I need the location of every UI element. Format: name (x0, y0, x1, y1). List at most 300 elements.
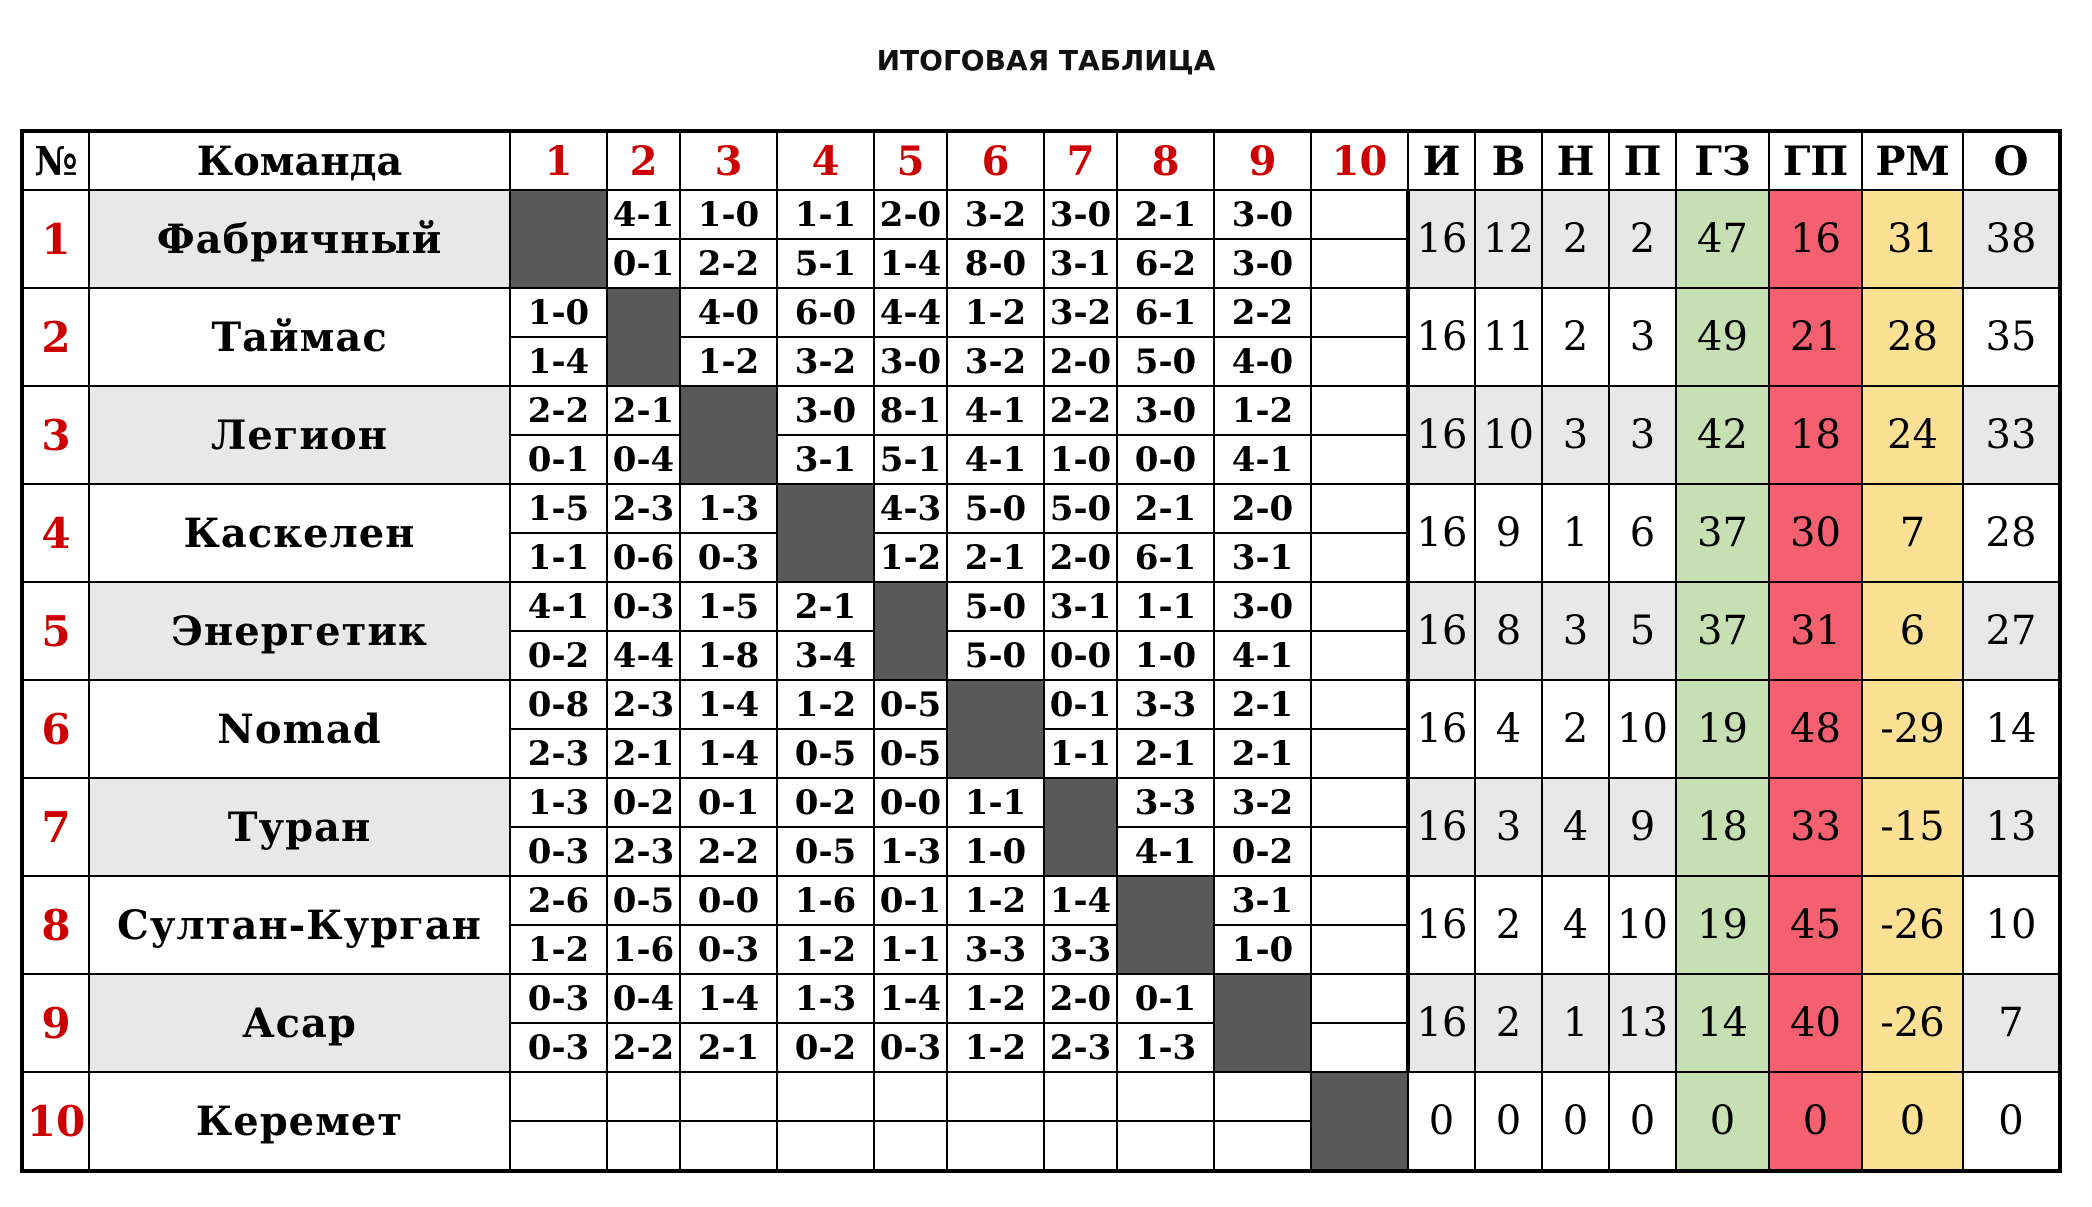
stat-losses: 2 (1609, 190, 1676, 288)
match-score-first: 3-0 (1044, 190, 1117, 239)
stat-losses: 10 (1609, 876, 1676, 974)
stat-games-played: 16 (1408, 190, 1475, 288)
match-score-first: 3-3 (1117, 680, 1214, 729)
match-score-first (1214, 1072, 1311, 1121)
match-score-first (947, 1072, 1044, 1121)
match-score-first: 2-1 (607, 386, 680, 435)
header-game-9: 9 (1214, 131, 1311, 190)
row-number: 10 (22, 1072, 89, 1171)
stat-draws: 4 (1542, 778, 1609, 876)
match-score-first: 6-0 (777, 288, 874, 337)
match-score-first (1044, 1072, 1117, 1121)
diagonal-cell (777, 484, 874, 582)
match-score-second: 2-2 (680, 239, 777, 288)
match-score-second (1044, 1121, 1117, 1171)
stat-draws: 0 (1542, 1072, 1609, 1171)
stat-points: 10 (1963, 876, 2060, 974)
match-score-first: 1-5 (680, 582, 777, 631)
stat-points: 0 (1963, 1072, 2060, 1171)
stat-goals-scored: 19 (1676, 876, 1769, 974)
stat-losses: 0 (1609, 1072, 1676, 1171)
match-score-second: 4-1 (1117, 827, 1214, 876)
match-score-first: 4-0 (680, 288, 777, 337)
match-score-first: 0-0 (680, 876, 777, 925)
table-row (22, 876, 2060, 925)
row-number: 9 (22, 974, 89, 1072)
match-score-first: 1-1 (777, 190, 874, 239)
stat-games-played: 16 (1408, 778, 1475, 876)
match-score-second: 0-5 (777, 729, 874, 778)
header-game-7: 7 (1044, 131, 1117, 190)
stat-points: 35 (1963, 288, 2060, 386)
match-score-second: 3-1 (1044, 239, 1117, 288)
header-goals-scored: ГЗ (1676, 131, 1769, 190)
match-score-second: 0-1 (510, 435, 607, 484)
match-score-first: 5-0 (1044, 484, 1117, 533)
match-score-first: 4-1 (947, 386, 1044, 435)
stat-draws: 1 (1542, 974, 1609, 1072)
match-score-first: 3-3 (1117, 778, 1214, 827)
match-score-second: 4-4 (607, 631, 680, 680)
match-score-first: 0-3 (510, 974, 607, 1023)
diagonal-cell (607, 288, 680, 386)
match-score-second (1311, 925, 1408, 974)
match-score-second (1311, 827, 1408, 876)
match-score-first (1311, 778, 1408, 827)
stat-games-played: 16 (1408, 876, 1475, 974)
match-score-second: 0-4 (607, 435, 680, 484)
header-num: № (22, 131, 89, 190)
match-score-first: 1-5 (510, 484, 607, 533)
diagonal-cell (1311, 1072, 1408, 1171)
match-score-second: 3-3 (1044, 925, 1117, 974)
match-score-second: 1-3 (874, 827, 947, 876)
team-name: Султан-Курган (89, 876, 510, 974)
match-score-first: 1-3 (680, 484, 777, 533)
match-score-second (607, 1121, 680, 1171)
match-score-second: 1-0 (947, 827, 1044, 876)
match-score-first: 4-4 (874, 288, 947, 337)
stat-draws: 1 (1542, 484, 1609, 582)
table-row (22, 582, 2060, 631)
stat-points: 14 (1963, 680, 2060, 778)
match-score-second: 1-2 (874, 533, 947, 582)
stat-games-played: 16 (1408, 386, 1475, 484)
table-row (22, 680, 2060, 729)
row-number: 8 (22, 876, 89, 974)
match-score-first (1311, 974, 1408, 1023)
match-score-second: 4-1 (1214, 435, 1311, 484)
stat-goals-scored: 47 (1676, 190, 1769, 288)
match-score-first (1311, 582, 1408, 631)
stat-wins: 8 (1475, 582, 1542, 680)
match-score-first: 1-1 (1117, 582, 1214, 631)
stat-games-played: 16 (1408, 974, 1475, 1072)
match-score-first: 2-1 (777, 582, 874, 631)
match-score-second: 1-0 (1117, 631, 1214, 680)
stat-wins: 12 (1475, 190, 1542, 288)
match-score-first (1311, 288, 1408, 337)
match-score-second: 6-1 (1117, 533, 1214, 582)
stat-draws: 4 (1542, 876, 1609, 974)
match-score-second (947, 1121, 1044, 1171)
match-score-second: 2-2 (680, 827, 777, 876)
team-name: Асар (89, 974, 510, 1072)
table-row (22, 190, 2060, 239)
stat-goals-conceded: 48 (1769, 680, 1862, 778)
match-score-first: 0-1 (680, 778, 777, 827)
row-number: 1 (22, 190, 89, 288)
match-score-first: 2-0 (874, 190, 947, 239)
match-score-second: 0-3 (680, 925, 777, 974)
stat-wins: 10 (1475, 386, 1542, 484)
match-score-second: 0-5 (874, 729, 947, 778)
table-row (22, 778, 2060, 827)
stat-goals-conceded: 45 (1769, 876, 1862, 974)
diagonal-cell (947, 680, 1044, 778)
match-score-second: 5-0 (1117, 337, 1214, 386)
match-score-first: 1-2 (947, 876, 1044, 925)
match-score-second: 1-0 (1214, 925, 1311, 974)
match-score-first: 3-2 (1044, 288, 1117, 337)
match-score-second: 3-0 (1214, 239, 1311, 288)
match-score-first: 0-2 (607, 778, 680, 827)
match-score-first: 0-5 (607, 876, 680, 925)
stat-goal-difference: 24 (1862, 386, 1963, 484)
row-number: 5 (22, 582, 89, 680)
header-games-played: И (1408, 131, 1475, 190)
stat-wins: 3 (1475, 778, 1542, 876)
match-score-first: 2-1 (1117, 190, 1214, 239)
match-score-first (1311, 386, 1408, 435)
match-score-second: 1-1 (1044, 729, 1117, 778)
match-score-first: 5-0 (947, 582, 1044, 631)
match-score-first: 2-0 (1214, 484, 1311, 533)
stat-goals-scored: 37 (1676, 484, 1769, 582)
stat-losses: 10 (1609, 680, 1676, 778)
team-name: Каскелен (89, 484, 510, 582)
stat-goals-conceded: 16 (1769, 190, 1862, 288)
stat-games-played: 16 (1408, 484, 1475, 582)
match-score-first: 0-5 (874, 680, 947, 729)
match-score-first: 2-6 (510, 876, 607, 925)
match-score-second: 1-3 (1117, 1023, 1214, 1072)
match-score-second: 0-2 (1214, 827, 1311, 876)
stat-losses: 9 (1609, 778, 1676, 876)
match-score-first: 6-1 (1117, 288, 1214, 337)
match-score-first: 3-0 (1214, 190, 1311, 239)
stat-wins: 4 (1475, 680, 1542, 778)
row-number: 6 (22, 680, 89, 778)
match-score-second: 0-1 (607, 239, 680, 288)
match-score-first: 1-2 (777, 680, 874, 729)
match-score-first: 1-2 (1214, 386, 1311, 435)
match-score-first: 0-1 (1044, 680, 1117, 729)
match-score-first: 2-0 (1044, 974, 1117, 1023)
header-row (22, 131, 2060, 190)
team-name: Фабричный (89, 190, 510, 288)
stat-wins: 9 (1475, 484, 1542, 582)
match-score-first (1311, 680, 1408, 729)
stat-points: 33 (1963, 386, 2060, 484)
stat-goal-difference: 6 (1862, 582, 1963, 680)
match-score-first (510, 1072, 607, 1121)
team-name: Легион (89, 386, 510, 484)
stat-wins: 11 (1475, 288, 1542, 386)
match-score-first: 8-1 (874, 386, 947, 435)
match-score-second: 2-0 (1044, 337, 1117, 386)
match-score-second: 1-0 (1044, 435, 1117, 484)
stat-wins: 0 (1475, 1072, 1542, 1171)
match-score-second: 0-3 (680, 533, 777, 582)
stat-goals-conceded: 0 (1769, 1072, 1862, 1171)
match-score-second: 1-4 (510, 337, 607, 386)
match-score-second: 2-0 (1044, 533, 1117, 582)
match-score-first: 0-1 (1117, 974, 1214, 1023)
stat-points: 28 (1963, 484, 2060, 582)
match-score-second: 2-2 (607, 1023, 680, 1072)
match-score-first: 2-1 (1214, 680, 1311, 729)
header-game-2: 2 (607, 131, 680, 190)
stat-goal-difference: 28 (1862, 288, 1963, 386)
diagonal-cell (1044, 778, 1117, 876)
stat-games-played: 16 (1408, 288, 1475, 386)
match-score-second (1311, 631, 1408, 680)
match-score-first: 4-3 (874, 484, 947, 533)
stat-draws: 2 (1542, 190, 1609, 288)
match-score-second: 3-2 (777, 337, 874, 386)
match-score-second (1311, 1023, 1408, 1072)
match-score-second: 2-3 (1044, 1023, 1117, 1072)
match-score-second: 5-1 (874, 435, 947, 484)
row-number: 2 (22, 288, 89, 386)
match-score-first: 1-1 (947, 778, 1044, 827)
match-score-first: 4-1 (510, 582, 607, 631)
match-score-first (1311, 190, 1408, 239)
match-score-second (680, 1121, 777, 1171)
row-number: 4 (22, 484, 89, 582)
match-score-first (777, 1072, 874, 1121)
page-title: ИТОГОВАЯ ТАБЛИЦА (876, 44, 1216, 77)
match-score-second (1311, 533, 1408, 582)
stat-goal-difference: 31 (1862, 190, 1963, 288)
match-score-second: 4-1 (947, 435, 1044, 484)
stat-points: 38 (1963, 190, 2060, 288)
team-name: Nomad (89, 680, 510, 778)
stat-games-played: 16 (1408, 582, 1475, 680)
match-score-second: 2-1 (1117, 729, 1214, 778)
match-score-second: 1-1 (510, 533, 607, 582)
table-row (22, 484, 2060, 533)
match-score-first: 0-3 (607, 582, 680, 631)
match-score-first: 3-1 (1214, 876, 1311, 925)
match-score-second: 0-2 (510, 631, 607, 680)
table-row (22, 386, 2060, 435)
match-score-first (607, 1072, 680, 1121)
row-number: 3 (22, 386, 89, 484)
match-score-first: 5-0 (947, 484, 1044, 533)
match-score-second: 0-2 (777, 1023, 874, 1072)
stat-goals-scored: 19 (1676, 680, 1769, 778)
match-score-second: 2-1 (1214, 729, 1311, 778)
match-score-first: 2-3 (607, 484, 680, 533)
stat-points: 7 (1963, 974, 2060, 1072)
match-score-second: 8-0 (947, 239, 1044, 288)
team-name: Туран (89, 778, 510, 876)
match-score-first: 0-0 (874, 778, 947, 827)
stat-draws: 2 (1542, 288, 1609, 386)
match-score-second (1117, 1121, 1214, 1171)
match-score-second: 0-3 (874, 1023, 947, 1072)
match-score-second: 4-0 (1214, 337, 1311, 386)
diagonal-cell (1214, 974, 1311, 1072)
match-score-second (1311, 435, 1408, 484)
match-score-second: 1-2 (947, 1023, 1044, 1072)
stat-goal-difference: -15 (1862, 778, 1963, 876)
stat-wins: 2 (1475, 974, 1542, 1072)
stat-goals-scored: 14 (1676, 974, 1769, 1072)
match-score-second: 6-2 (1117, 239, 1214, 288)
match-score-first: 0-2 (777, 778, 874, 827)
match-score-second: 1-4 (874, 239, 947, 288)
match-score-first: 3-2 (947, 190, 1044, 239)
match-score-first: 2-2 (1214, 288, 1311, 337)
diagonal-cell (510, 190, 607, 288)
stat-goals-scored: 18 (1676, 778, 1769, 876)
match-score-second: 5-0 (947, 631, 1044, 680)
row-number: 7 (22, 778, 89, 876)
stat-losses: 13 (1609, 974, 1676, 1072)
match-score-second: 2-1 (680, 1023, 777, 1072)
match-score-first: 1-0 (510, 288, 607, 337)
match-score-second: 0-5 (777, 827, 874, 876)
stat-goals-scored: 0 (1676, 1072, 1769, 1171)
match-score-second (874, 1121, 947, 1171)
match-score-second (510, 1121, 607, 1171)
match-score-first (680, 1072, 777, 1121)
match-score-first: 2-1 (1117, 484, 1214, 533)
table-row (22, 974, 2060, 1023)
stat-losses: 3 (1609, 288, 1676, 386)
match-score-second (1311, 239, 1408, 288)
stat-games-played: 0 (1408, 1072, 1475, 1171)
standings-table (20, 129, 2062, 1173)
match-score-second: 0-0 (1117, 435, 1214, 484)
match-score-second: 1-1 (874, 925, 947, 974)
diagonal-cell (874, 582, 947, 680)
header-game-1: 1 (510, 131, 607, 190)
stat-goals-conceded: 18 (1769, 386, 1862, 484)
match-score-first: 3-1 (1044, 582, 1117, 631)
team-name: Керемет (89, 1072, 510, 1171)
header-game-8: 8 (1117, 131, 1214, 190)
stat-goals-conceded: 30 (1769, 484, 1862, 582)
match-score-first: 2-2 (510, 386, 607, 435)
stat-goal-difference: 0 (1862, 1072, 1963, 1171)
match-score-first: 2-2 (1044, 386, 1117, 435)
match-score-second: 2-1 (947, 533, 1044, 582)
match-score-first: 2-3 (607, 680, 680, 729)
stat-points: 27 (1963, 582, 2060, 680)
match-score-second: 1-2 (510, 925, 607, 974)
match-score-second: 3-4 (777, 631, 874, 680)
stat-goals-scored: 42 (1676, 386, 1769, 484)
match-score-first: 1-0 (680, 190, 777, 239)
match-score-second: 1-2 (777, 925, 874, 974)
stat-goals-scored: 49 (1676, 288, 1769, 386)
stat-losses: 5 (1609, 582, 1676, 680)
match-score-second: 4-1 (1214, 631, 1311, 680)
match-score-second: 0-0 (1044, 631, 1117, 680)
match-score-first: 1-4 (680, 680, 777, 729)
stat-goal-difference: 7 (1862, 484, 1963, 582)
match-score-second: 2-3 (510, 729, 607, 778)
match-score-second: 1-8 (680, 631, 777, 680)
stat-goals-conceded: 21 (1769, 288, 1862, 386)
match-score-first: 1-4 (680, 974, 777, 1023)
stat-wins: 2 (1475, 876, 1542, 974)
stat-draws: 3 (1542, 582, 1609, 680)
header-goal-difference: РМ (1862, 131, 1963, 190)
stat-points: 13 (1963, 778, 2060, 876)
stat-goals-conceded: 33 (1769, 778, 1862, 876)
match-score-second: 0-6 (607, 533, 680, 582)
team-name: Таймас (89, 288, 510, 386)
match-score-first: 0-4 (607, 974, 680, 1023)
match-score-second: 3-1 (777, 435, 874, 484)
header-game-5: 5 (874, 131, 947, 190)
stat-goals-scored: 37 (1676, 582, 1769, 680)
stat-goal-difference: -26 (1862, 876, 1963, 974)
header-game-4: 4 (777, 131, 874, 190)
stat-losses: 3 (1609, 386, 1676, 484)
diagonal-cell (680, 386, 777, 484)
match-score-first: 4-1 (607, 190, 680, 239)
header-team: Команда (89, 131, 510, 190)
stat-draws: 2 (1542, 680, 1609, 778)
match-score-second: 2-1 (607, 729, 680, 778)
stat-goals-conceded: 40 (1769, 974, 1862, 1072)
header-points: О (1963, 131, 2060, 190)
match-score-first (1311, 484, 1408, 533)
match-score-second (777, 1121, 874, 1171)
match-score-first: 1-4 (1044, 876, 1117, 925)
header-wins: В (1475, 131, 1542, 190)
match-score-first (874, 1072, 947, 1121)
stat-losses: 6 (1609, 484, 1676, 582)
header-game-10: 10 (1311, 131, 1408, 190)
match-score-second: 3-1 (1214, 533, 1311, 582)
match-score-first: 3-0 (1117, 386, 1214, 435)
match-score-second: 5-1 (777, 239, 874, 288)
match-score-second: 3-2 (947, 337, 1044, 386)
match-score-first: 0-8 (510, 680, 607, 729)
stat-goals-conceded: 31 (1769, 582, 1862, 680)
match-score-second: 0-3 (510, 827, 607, 876)
match-score-first: 1-4 (874, 974, 947, 1023)
match-score-first: 1-2 (947, 288, 1044, 337)
match-score-second (1311, 337, 1408, 386)
match-score-second: 1-2 (680, 337, 777, 386)
header-losses: П (1609, 131, 1676, 190)
match-score-second: 3-0 (874, 337, 947, 386)
match-score-second: 1-4 (680, 729, 777, 778)
stat-draws: 3 (1542, 386, 1609, 484)
match-score-first: 0-1 (874, 876, 947, 925)
team-name: Энергетик (89, 582, 510, 680)
header-game-6: 6 (947, 131, 1044, 190)
match-score-first: 1-3 (510, 778, 607, 827)
